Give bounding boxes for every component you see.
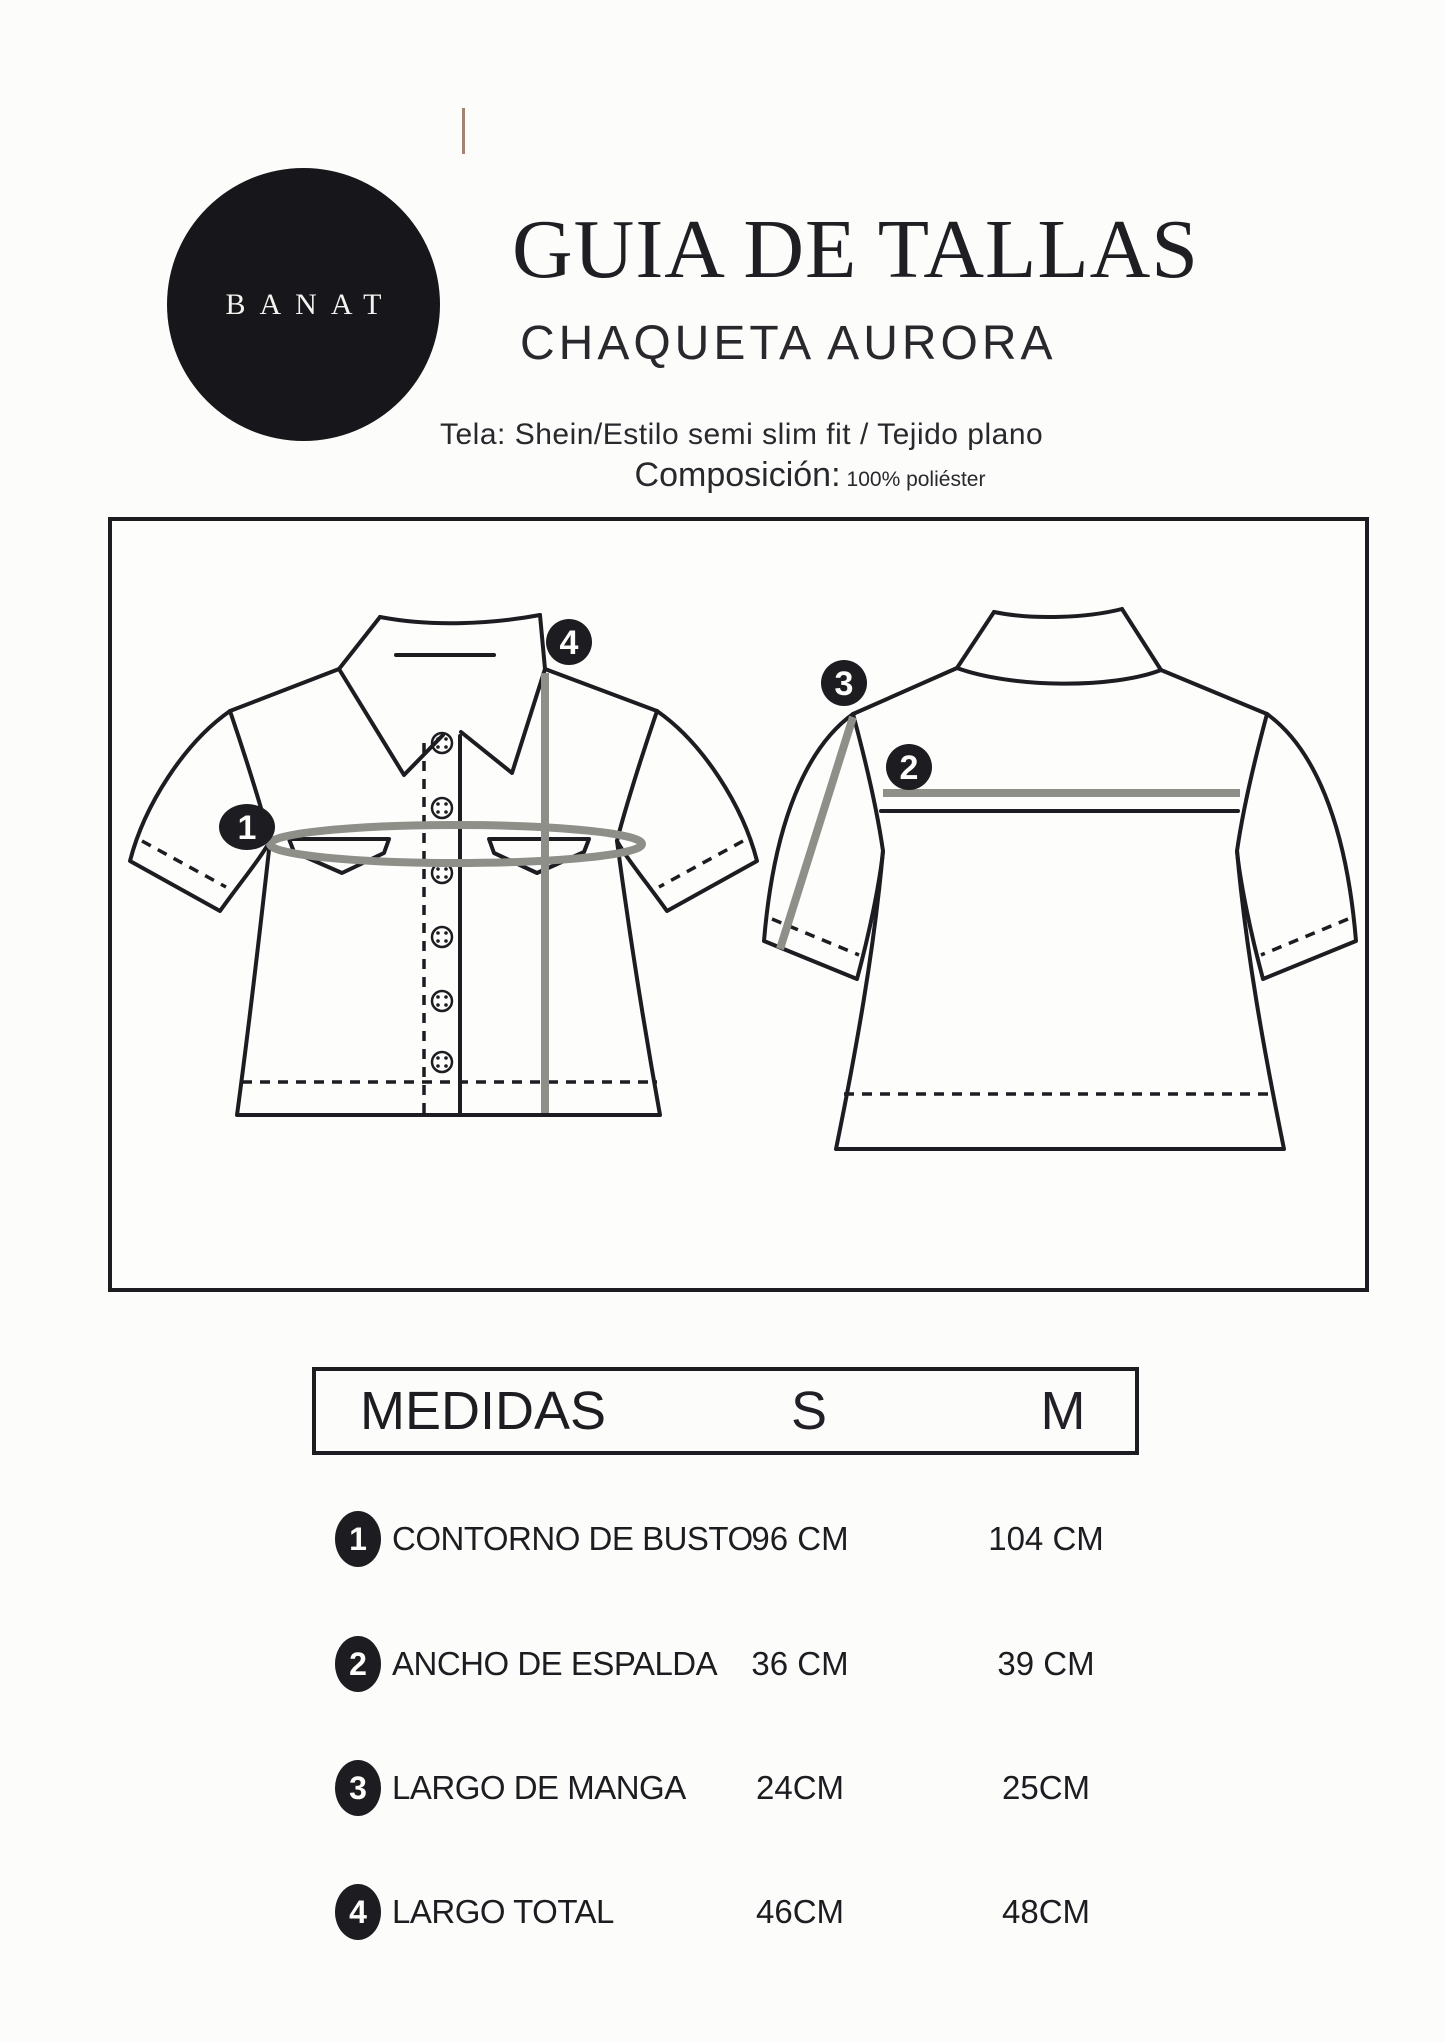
composition-value: 100% poliéster — [846, 468, 986, 491]
svg-text:4: 4 — [559, 624, 579, 662]
measure-label: LARGO TOTAL — [392, 1893, 614, 1930]
value-m: 104 CM — [988, 1520, 1104, 1557]
value-m: 39 CM — [997, 1645, 1095, 1682]
button — [432, 1052, 452, 1072]
button — [432, 991, 452, 1011]
value-m: 25CM — [1001, 1769, 1091, 1806]
row-number-badge: 2 — [335, 1636, 381, 1692]
value-s: 96 CM — [751, 1520, 849, 1557]
button — [432, 927, 452, 947]
row-number-badge: 1 — [335, 1511, 381, 1567]
composition-label: Composición: — [634, 456, 841, 494]
row-number-badge: 4 — [335, 1884, 381, 1940]
button — [432, 798, 452, 818]
composition-line — [480, 456, 1140, 495]
svg-text:1: 1 — [237, 809, 257, 847]
brand-logo-text: BANAT — [225, 287, 396, 321]
measure-label: LARGO DE MANGA — [392, 1769, 686, 1806]
back-collar — [957, 609, 1161, 684]
size-table-header — [312, 1367, 1139, 1455]
table-title: MEDIDAS — [360, 1381, 607, 1441]
front-right-sleeve — [617, 711, 757, 911]
value-s: 24CM — [755, 1769, 845, 1806]
value-s: 36 CM — [751, 1645, 849, 1682]
table-row — [0, 1511, 1445, 1567]
diagram-frame — [108, 517, 1369, 1292]
back-body — [836, 668, 1284, 1149]
value-s: 46CM — [755, 1893, 845, 1930]
table-row — [0, 1884, 1445, 1940]
marker-1 — [219, 804, 275, 850]
garment-diagram — [112, 521, 1365, 1288]
marker-4 — [546, 619, 592, 665]
back-view-shirt — [764, 609, 1356, 1149]
fabric-info: Tela: Shein/Estilo semi slim fit / Tejido plano — [440, 418, 1044, 451]
row-number-badge: 3 — [335, 1760, 381, 1816]
front-view-shirt — [130, 615, 757, 1115]
svg-text:3: 3 — [834, 665, 854, 703]
column-header-m: M — [1040, 1381, 1086, 1441]
measure-label: CONTORNO DE BUSTO — [392, 1520, 753, 1557]
product-name: CHAQUETA AURORA — [520, 317, 1057, 370]
page-title: GUIA DE TALLAS — [512, 203, 1200, 296]
column-header-s: S — [790, 1381, 828, 1441]
value-m: 48CM — [1001, 1893, 1091, 1930]
brand-logo — [167, 168, 440, 441]
measure-label: ANCHO DE ESPALDA — [392, 1645, 718, 1682]
stray-mark — [462, 108, 465, 154]
marker-2 — [886, 744, 932, 790]
table-row — [0, 1636, 1445, 1692]
front-buttons — [432, 733, 452, 1072]
table-row — [0, 1760, 1445, 1816]
svg-text:2: 2 — [899, 749, 919, 787]
marker-3 — [821, 660, 867, 706]
